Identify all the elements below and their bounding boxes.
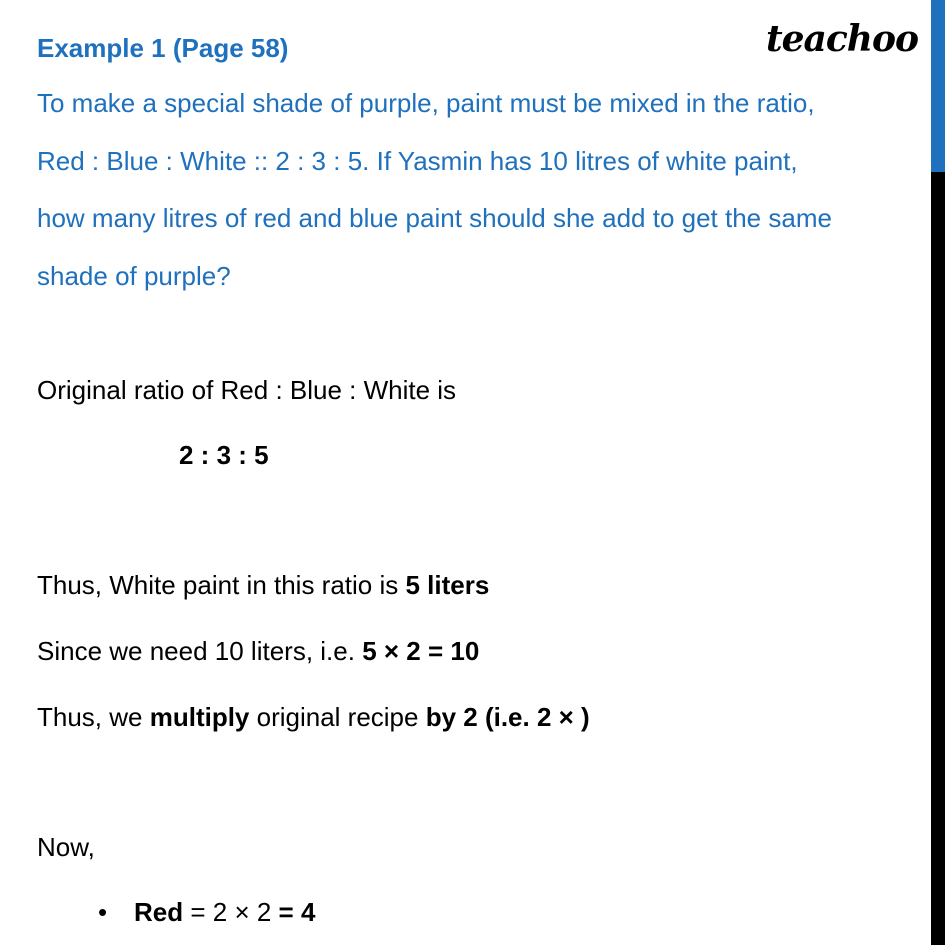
solution-line-original-ratio: Original ratio of Red : Blue : White is — [37, 375, 457, 405]
text: Thus, White paint in this ratio is — [37, 570, 406, 600]
question-line: To make a special shade of purple, paint must be mixed in the ratio, — [37, 88, 815, 118]
bullet-icon: • — [98, 897, 108, 927]
question-line: shade of purple? — [37, 261, 231, 291]
bold-text: 5 × 2 = 10 — [362, 636, 480, 666]
question-line: how many litres of red and blue paint should she add to get the same — [37, 203, 832, 233]
ratio-value: 2 : 3 : 5 — [179, 440, 269, 470]
text: original recipe — [249, 702, 426, 732]
bold-text: Red — [134, 897, 184, 927]
solution-line-need — [37, 638, 479, 664]
side-bar-accent — [931, 0, 945, 172]
side-bar-dark — [931, 172, 945, 945]
bold-text: 5 liters — [405, 570, 490, 600]
text: = 2 × 2 — [183, 897, 279, 927]
text: Thus, we — [37, 702, 150, 732]
page-title: Example 1 (Page 58) — [37, 33, 289, 63]
bold-text: = 4 — [278, 897, 316, 927]
teachoo-logo: teachoo — [766, 18, 918, 60]
solution-line-multiply — [37, 704, 590, 730]
red-calculation — [134, 899, 315, 925]
text: Since we need 10 liters, i.e. — [37, 636, 363, 666]
now-label: Now, — [37, 832, 95, 862]
bold-text: by 2 (i.e. 2 × ) — [425, 702, 590, 732]
solution-line-white-paint — [37, 572, 489, 598]
question-line: Red : Blue : White :: 2 : 3 : 5. If Yasmin has 10 litres of white paint, — [37, 146, 798, 176]
bold-text: multiply — [149, 702, 250, 732]
